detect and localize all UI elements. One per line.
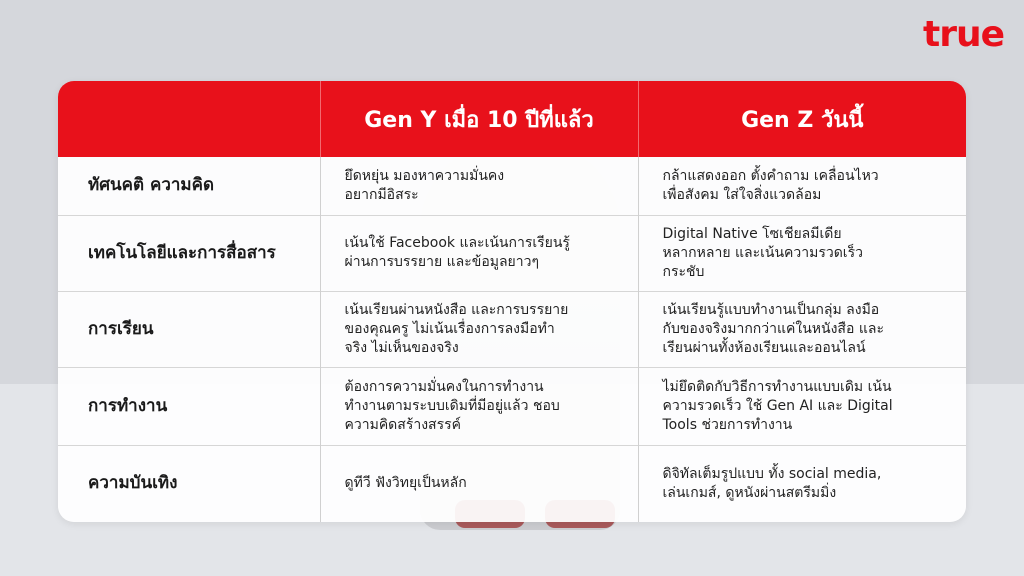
header-gen-y: Gen Y เมื่อ 10 ปีที่แล้ว [320,81,638,157]
cell-line: หลากหลาย และเน้นความรวดเร็ว [662,244,863,261]
cell-line: ไม่ยึดติดกับวิธีการทำงานแบบเดิม เน้น [662,378,892,395]
row-label: ทัศนคติ ความคิด [88,175,215,196]
row-label: เทคโนโลยีและการสื่อสาร [58,215,320,291]
cell-line: เน้นเรียนผ่านหนังสือ และการบรรยาย [344,301,569,318]
gen-y-cell [320,215,638,291]
row-label: การเรียน [58,291,320,367]
row-label: ความบันเทิง [58,445,320,522]
table-row [58,291,966,367]
gen-y-cell [320,291,638,367]
row-label: การทำงาน [58,367,320,445]
cell-line: ทำงานตามระบบเดิมที่มีอยู่แล้ว ชอบ [344,397,560,414]
cell-line: ของคุณครู ไม่เน้นเรื่องการลงมือทำ [344,320,555,337]
cell-line: ความคิดสร้างสรรค์ [344,416,461,433]
cell-line: จริง ไม่เห็นของจริง [344,339,459,356]
cell-line: ผ่านการบรรยาย และข้อมูลยาวๆ [344,254,539,270]
cell-line: เล่นเกมส์, ดูหนังผ่านสตรีมมิ่ง [662,484,837,501]
gen-y-cell [320,367,638,445]
cell-line: ดิจิทัลเต็มรูปแบบ ทั้ง social media, [662,465,882,482]
header-gen-z: Gen Z วันนี้ [638,81,966,157]
gen-z-cell [638,157,966,215]
cell-line: เพื่อสังคม ใส่ใจสิ่งแวดล้อม [662,186,822,203]
cell-line: เน้นเรียนรู้แบบทำงานเป็นกลุ่ม ลงมือ [662,301,880,318]
cell-line: กระชับ [662,263,705,280]
cell-line: ยึดหยุ่น มองหาความมั่นคง [344,167,505,184]
cell-line: ดูทีวี ฟังวิทยุเป็นหลัก [344,475,467,492]
comparison-card [58,81,966,522]
gen-z-cell [638,215,966,291]
table-header-row [58,81,966,157]
table-row [58,367,966,445]
cell-line: Digital Native โซเชียลมีเดีย [662,225,842,242]
cell-line: กล้าแสดงออก ตั้งคำถาม เคลื่อนไหว [662,167,879,184]
cell-line: เรียนผ่านทั้งห้องเรียนและออนไลน์ [662,339,866,356]
cell-line: กับของจริงมากกว่าแค่ในหนังสือ และ [662,320,884,337]
gen-y-cell [320,157,638,215]
cell-line: ความรวดเร็ว ใช้ Gen AI และ Digital [662,397,893,414]
table-row [58,215,966,291]
gen-z-cell [638,291,966,367]
header-empty-cell [58,81,320,157]
gen-z-cell [638,445,966,522]
cell-line: เน้นใช้ Facebook และเน้นการเรียนรู้ [344,235,570,251]
gen-z-cell [638,367,966,445]
table-row [58,445,966,522]
comparison-table [58,81,966,522]
cell-line: อยากมีอิสระ [344,186,419,203]
cell-line: Tools ช่วยการทำงาน [662,416,793,433]
gen-y-cell [320,445,638,522]
true-logo[interactable]: true [922,14,1004,55]
table-row [58,157,966,215]
cell-line: ต้องการความมั่นคงในการทำงาน [344,378,544,395]
